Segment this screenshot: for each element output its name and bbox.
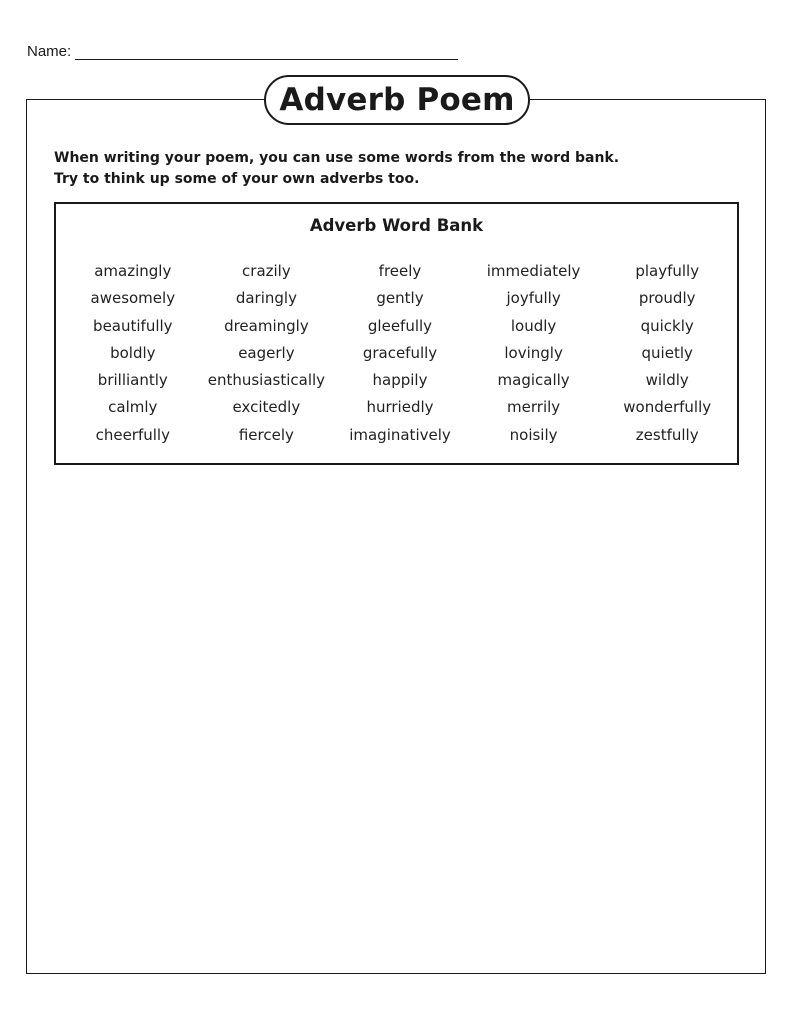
word-bank-grid — [66, 258, 734, 449]
word-bank-word: gently — [376, 289, 424, 308]
word-bank-word: wonderfully — [623, 398, 712, 417]
word-bank-word: magically — [497, 371, 570, 390]
name-label: Name: — [27, 43, 72, 60]
word-bank-word: gleefully — [367, 316, 433, 335]
word-bank-word: merrily — [507, 398, 561, 417]
word-bank-word: wildly — [645, 371, 689, 390]
word-bank-word: hurriedly — [366, 398, 434, 417]
word-bank-word: dreamingly — [224, 316, 309, 335]
word-bank-word: freely — [378, 262, 422, 280]
name-field[interactable] — [75, 42, 458, 60]
word-bank-word: imaginatively — [349, 425, 451, 444]
word-bank-word: proudly — [638, 289, 696, 308]
word-bank-word: cheerfully — [95, 425, 170, 444]
word-bank-word: enthusiastically — [207, 371, 326, 390]
word-bank-word: awesomely — [90, 289, 176, 308]
word-bank-word: playfully — [635, 262, 700, 280]
word-bank-word: fiercely — [238, 425, 294, 444]
name-row — [27, 42, 458, 60]
word-bank-word: joyfully — [506, 289, 561, 308]
word-bank-word: amazingly — [94, 262, 172, 280]
word-bank — [54, 202, 739, 465]
word-bank-word: lovingly — [504, 343, 563, 362]
word-bank-word: excitedly — [232, 398, 301, 417]
instructions — [54, 148, 619, 190]
word-bank-word: beautifully — [93, 316, 173, 335]
word-bank-word: boldly — [110, 343, 156, 362]
word-bank-word: happily — [372, 371, 428, 390]
page-title-text: Adverb Poem — [279, 82, 515, 118]
word-bank-word: noisily — [509, 425, 558, 444]
word-bank-word: zestfully — [635, 425, 699, 444]
word-bank-title: Adverb Word Bank — [309, 216, 484, 235]
word-bank-word: calmly — [108, 398, 158, 417]
instruction-line-2: Try to think up some of your own adverbs too. — [54, 171, 420, 187]
page-title — [264, 75, 530, 125]
word-bank-word: quickly — [640, 316, 694, 335]
word-bank-word: quietly — [641, 343, 693, 362]
word-bank-word: daringly — [235, 289, 297, 308]
instruction-line-1: When writing your poem, you can use some words from the word bank. — [54, 150, 620, 166]
word-bank-word: gracefully — [362, 343, 438, 362]
word-bank-word: crazily — [242, 262, 291, 280]
word-bank-word: loudly — [510, 316, 557, 335]
word-bank-word: brilliantly — [97, 371, 168, 390]
word-bank-word: immediately — [486, 262, 581, 280]
word-bank-word: eagerly — [238, 343, 295, 362]
